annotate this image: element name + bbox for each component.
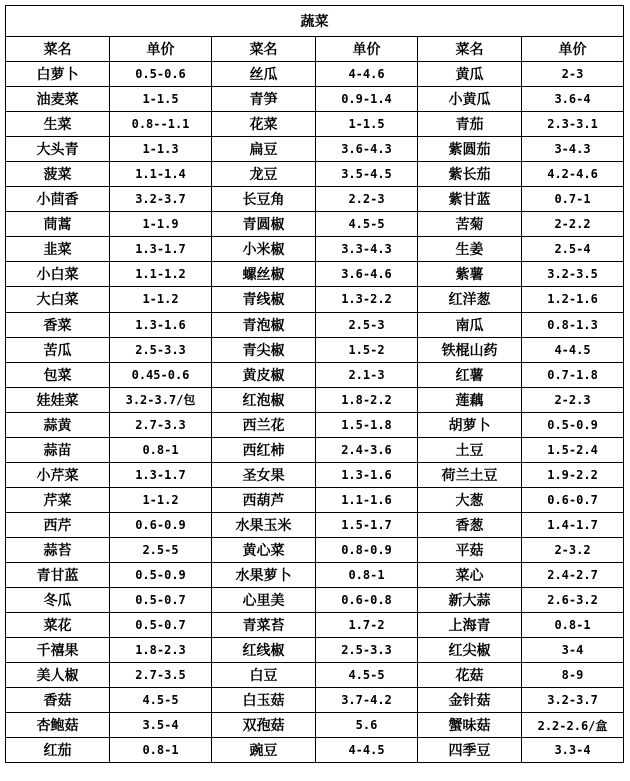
price-cell: 4.5-5 (316, 212, 418, 237)
vegetable-name-cell: 紫圆茄 (418, 137, 522, 162)
vegetable-name-cell: 心里美 (212, 588, 316, 613)
vegetable-name-cell: 蒜苗 (6, 437, 110, 462)
price-cell: 2.7-3.5 (110, 663, 212, 688)
price-cell: 3.7-4.2 (316, 688, 418, 713)
price-cell: 0.5-0.6 (110, 62, 212, 87)
price-cell: 2.5-5 (110, 537, 212, 562)
vegetable-name-cell: 莲藕 (418, 387, 522, 412)
table-row (6, 237, 624, 262)
price-cell: 2.5-4 (522, 237, 624, 262)
table-body (6, 62, 624, 763)
price-cell: 1.7-2 (316, 613, 418, 638)
vegetable-name-cell: 白玉菇 (212, 688, 316, 713)
vegetable-name-cell: 芹菜 (6, 487, 110, 512)
vegetable-name-cell: 红茄 (6, 738, 110, 763)
price-cell: 0.45-0.6 (110, 362, 212, 387)
vegetable-name-cell: 大白菜 (6, 287, 110, 312)
price-cell: 1.5-1.8 (316, 412, 418, 437)
price-cell: 3.6-4 (522, 87, 624, 112)
vegetable-name-cell: 韭菜 (6, 237, 110, 262)
table-row (6, 638, 624, 663)
vegetable-name-cell: 上海青 (418, 613, 522, 638)
price-cell: 3-4 (522, 638, 624, 663)
price-cell: 1-1.3 (110, 137, 212, 162)
vegetable-name-cell: 胡萝卜 (418, 412, 522, 437)
price-cell: 3.5-4.5 (316, 162, 418, 187)
price-cell: 0.6-0.7 (522, 487, 624, 512)
table-row (6, 512, 624, 537)
price-cell: 4-4.6 (316, 62, 418, 87)
table-row (6, 337, 624, 362)
price-cell: 0.7-1 (522, 187, 624, 212)
vegetable-name-cell: 青尖椒 (212, 337, 316, 362)
price-cell: 3.6-4.3 (316, 137, 418, 162)
title-row (6, 6, 624, 37)
vegetable-name-cell: 长豆角 (212, 187, 316, 212)
vegetable-name-cell: 菜花 (6, 613, 110, 638)
vegetable-name-cell: 小茴香 (6, 187, 110, 212)
table-row (6, 437, 624, 462)
price-cell: 0.5-0.9 (522, 412, 624, 437)
price-cell: 2.2-2.6/盒 (522, 713, 624, 738)
vegetable-name-cell: 铁棍山药 (418, 337, 522, 362)
price-cell: 3.3-4.3 (316, 237, 418, 262)
vegetable-name-cell: 菜心 (418, 562, 522, 587)
table-row (6, 62, 624, 87)
table-row (6, 738, 624, 763)
vegetable-name-cell: 青泡椒 (212, 312, 316, 337)
price-cell: 1-1.2 (110, 487, 212, 512)
vegetable-name-cell: 水果玉米 (212, 512, 316, 537)
table-row (6, 112, 624, 137)
table-row (6, 362, 624, 387)
price-cell: 1.8-2.3 (110, 638, 212, 663)
table-row (6, 487, 624, 512)
table-row (6, 562, 624, 587)
vegetable-name-cell: 菠菜 (6, 162, 110, 187)
price-cell: 1.1-1.2 (110, 262, 212, 287)
price-cell: 0.8-1.3 (522, 312, 624, 337)
price-cell: 1.4-1.7 (522, 512, 624, 537)
vegetable-name-cell: 丝瓜 (212, 62, 316, 87)
table-row (6, 537, 624, 562)
price-cell: 2.7-3.3 (110, 412, 212, 437)
vegetable-name-cell: 青甘蓝 (6, 562, 110, 587)
table-row (6, 412, 624, 437)
price-cell: 1-1.5 (110, 87, 212, 112)
vegetable-name-cell: 红泡椒 (212, 387, 316, 412)
vegetable-name-cell: 油麦菜 (6, 87, 110, 112)
price-cell: 3.6-4.6 (316, 262, 418, 287)
vegetable-name-cell: 青线椒 (212, 287, 316, 312)
vegetable-name-cell: 千禧果 (6, 638, 110, 663)
vegetable-name-cell: 苦菊 (418, 212, 522, 237)
vegetable-name-cell: 紫长茄 (418, 162, 522, 187)
price-cell: 3.2-3.7 (522, 688, 624, 713)
price-cell: 1-1.9 (110, 212, 212, 237)
table-row (6, 663, 624, 688)
vegetable-name-cell: 美人椒 (6, 663, 110, 688)
table-row (6, 312, 624, 337)
vegetable-name-cell: 青圆椒 (212, 212, 316, 237)
vegetable-name-cell: 大头青 (6, 137, 110, 162)
vegetable-name-cell: 红线椒 (212, 638, 316, 663)
price-cell: 1.5-2 (316, 337, 418, 362)
vegetable-name-cell: 黄瓜 (418, 62, 522, 87)
header-price-3: 单价 (522, 37, 624, 62)
price-cell: 4.5-5 (110, 688, 212, 713)
header-price-1: 单价 (110, 37, 212, 62)
vegetable-name-cell: 黄皮椒 (212, 362, 316, 387)
table-row (6, 462, 624, 487)
vegetable-name-cell: 大葱 (418, 487, 522, 512)
price-cell: 0.8--1.1 (110, 112, 212, 137)
table-row (6, 713, 624, 738)
price-cell: 0.8-0.9 (316, 537, 418, 562)
vegetable-name-cell: 双孢菇 (212, 713, 316, 738)
price-cell: 1.5-1.7 (316, 512, 418, 537)
price-cell: 5.6 (316, 713, 418, 738)
vegetable-name-cell: 小白菜 (6, 262, 110, 287)
price-cell: 1.5-2.4 (522, 437, 624, 462)
price-cell: 0.5-0.7 (110, 588, 212, 613)
vegetable-name-cell: 蟹味菇 (418, 713, 522, 738)
vegetable-name-cell: 西兰花 (212, 412, 316, 437)
price-cell: 1-1.2 (110, 287, 212, 312)
price-cell: 1.9-2.2 (522, 462, 624, 487)
price-cell: 0.8-1 (110, 437, 212, 462)
vegetable-name-cell: 茼蒿 (6, 212, 110, 237)
price-cell: 3.2-3.7/包 (110, 387, 212, 412)
price-cell: 2.3-3.1 (522, 112, 624, 137)
table-row (6, 162, 624, 187)
vegetable-name-cell: 小黄瓜 (418, 87, 522, 112)
vegetable-name-cell: 红洋葱 (418, 287, 522, 312)
vegetable-name-cell: 南瓜 (418, 312, 522, 337)
vegetable-name-cell: 红尖椒 (418, 638, 522, 663)
vegetable-name-cell: 蒜苔 (6, 537, 110, 562)
price-cell: 1.3-2.2 (316, 287, 418, 312)
vegetable-name-cell: 西芹 (6, 512, 110, 537)
price-cell: 0.6-0.8 (316, 588, 418, 613)
table-row (6, 688, 624, 713)
vegetable-name-cell: 小芹菜 (6, 462, 110, 487)
header-name-1: 菜名 (6, 37, 110, 62)
price-cell: 3.2-3.7 (110, 187, 212, 212)
price-cell: 1.3-1.7 (110, 237, 212, 262)
vegetable-name-cell: 黄心菜 (212, 537, 316, 562)
table-row (6, 287, 624, 312)
table-row (6, 613, 624, 638)
vegetable-name-cell: 荷兰土豆 (418, 462, 522, 487)
vegetable-name-cell: 生菜 (6, 112, 110, 137)
vegetable-name-cell: 包菜 (6, 362, 110, 387)
price-cell: 3.5-4 (110, 713, 212, 738)
vegetable-name-cell: 香菜 (6, 312, 110, 337)
vegetable-name-cell: 龙豆 (212, 162, 316, 187)
price-cell: 4-4.5 (316, 738, 418, 763)
vegetable-name-cell: 紫甘蓝 (418, 187, 522, 212)
header-price-2: 单价 (316, 37, 418, 62)
table-row (6, 137, 624, 162)
price-cell: 2.4-2.7 (522, 562, 624, 587)
price-cell: 0.6-0.9 (110, 512, 212, 537)
price-cell: 2.5-3.3 (110, 337, 212, 362)
header-row (6, 37, 624, 62)
vegetable-name-cell: 四季豆 (418, 738, 522, 763)
vegetable-name-cell: 金针菇 (418, 688, 522, 713)
price-cell: 0.7-1.8 (522, 362, 624, 387)
table-row (6, 262, 624, 287)
vegetable-name-cell: 苦瓜 (6, 337, 110, 362)
vegetable-name-cell: 青笋 (212, 87, 316, 112)
table-row (6, 87, 624, 112)
price-cell: 3.3-4 (522, 738, 624, 763)
vegetable-name-cell: 圣女果 (212, 462, 316, 487)
vegetable-name-cell: 蒜黄 (6, 412, 110, 437)
vegetable-name-cell: 杏鲍菇 (6, 713, 110, 738)
price-cell: 0.8-1 (110, 738, 212, 763)
vegetable-name-cell: 青菜苔 (212, 613, 316, 638)
price-cell: 3.2-3.5 (522, 262, 624, 287)
vegetable-name-cell: 香菇 (6, 688, 110, 713)
price-cell: 4.5-5 (316, 663, 418, 688)
price-cell: 1.2-1.6 (522, 287, 624, 312)
vegetable-name-cell: 小米椒 (212, 237, 316, 262)
vegetable-name-cell: 水果萝卜 (212, 562, 316, 587)
price-cell: 0.5-0.7 (110, 613, 212, 638)
price-cell: 8-9 (522, 663, 624, 688)
vegetable-name-cell: 平菇 (418, 537, 522, 562)
vegetable-name-cell: 冬瓜 (6, 588, 110, 613)
price-cell: 1.3-1.7 (110, 462, 212, 487)
vegetable-name-cell: 青茄 (418, 112, 522, 137)
price-cell: 2.4-3.6 (316, 437, 418, 462)
price-cell: 3-4.3 (522, 137, 624, 162)
vegetable-name-cell: 豌豆 (212, 738, 316, 763)
vegetable-name-cell: 白萝卜 (6, 62, 110, 87)
price-cell: 1-1.5 (316, 112, 418, 137)
vegetable-name-cell: 西红柿 (212, 437, 316, 462)
vegetable-name-cell: 香葱 (418, 512, 522, 537)
price-cell: 2.2-3 (316, 187, 418, 212)
vegetable-name-cell: 白豆 (212, 663, 316, 688)
table-row (6, 187, 624, 212)
price-cell: 0.9-1.4 (316, 87, 418, 112)
price-cell: 2.6-3.2 (522, 588, 624, 613)
price-cell: 2.1-3 (316, 362, 418, 387)
header-name-2: 菜名 (212, 37, 316, 62)
vegetable-name-cell: 扁豆 (212, 137, 316, 162)
vegetable-price-table (5, 5, 624, 763)
vegetable-name-cell: 生姜 (418, 237, 522, 262)
vegetable-name-cell: 西葫芦 (212, 487, 316, 512)
price-cell: 1.8-2.2 (316, 387, 418, 412)
vegetable-name-cell: 花菜 (212, 112, 316, 137)
vegetable-name-cell: 紫薯 (418, 262, 522, 287)
price-cell: 4-4.5 (522, 337, 624, 362)
price-cell: 0.8-1 (316, 562, 418, 587)
price-cell: 2-2.2 (522, 212, 624, 237)
price-cell: 4.2-4.6 (522, 162, 624, 187)
table-row (6, 387, 624, 412)
vegetable-name-cell: 花菇 (418, 663, 522, 688)
price-cell: 0.8-1 (522, 613, 624, 638)
header-name-3: 菜名 (418, 37, 522, 62)
price-cell: 2-3.2 (522, 537, 624, 562)
vegetable-name-cell: 螺丝椒 (212, 262, 316, 287)
price-cell: 2-2.3 (522, 387, 624, 412)
table-row (6, 588, 624, 613)
price-cell: 1.1-1.4 (110, 162, 212, 187)
vegetable-name-cell: 娃娃菜 (6, 387, 110, 412)
vegetable-name-cell: 红薯 (418, 362, 522, 387)
price-cell: 0.5-0.9 (110, 562, 212, 587)
price-cell: 2.5-3.3 (316, 638, 418, 663)
table-row (6, 212, 624, 237)
table-title: 蔬菜 (6, 6, 624, 37)
price-cell: 1.3-1.6 (316, 462, 418, 487)
price-cell: 2-3 (522, 62, 624, 87)
price-cell: 1.1-1.6 (316, 487, 418, 512)
vegetable-name-cell: 土豆 (418, 437, 522, 462)
vegetable-name-cell: 新大蒜 (418, 588, 522, 613)
price-cell: 1.3-1.6 (110, 312, 212, 337)
price-cell: 2.5-3 (316, 312, 418, 337)
